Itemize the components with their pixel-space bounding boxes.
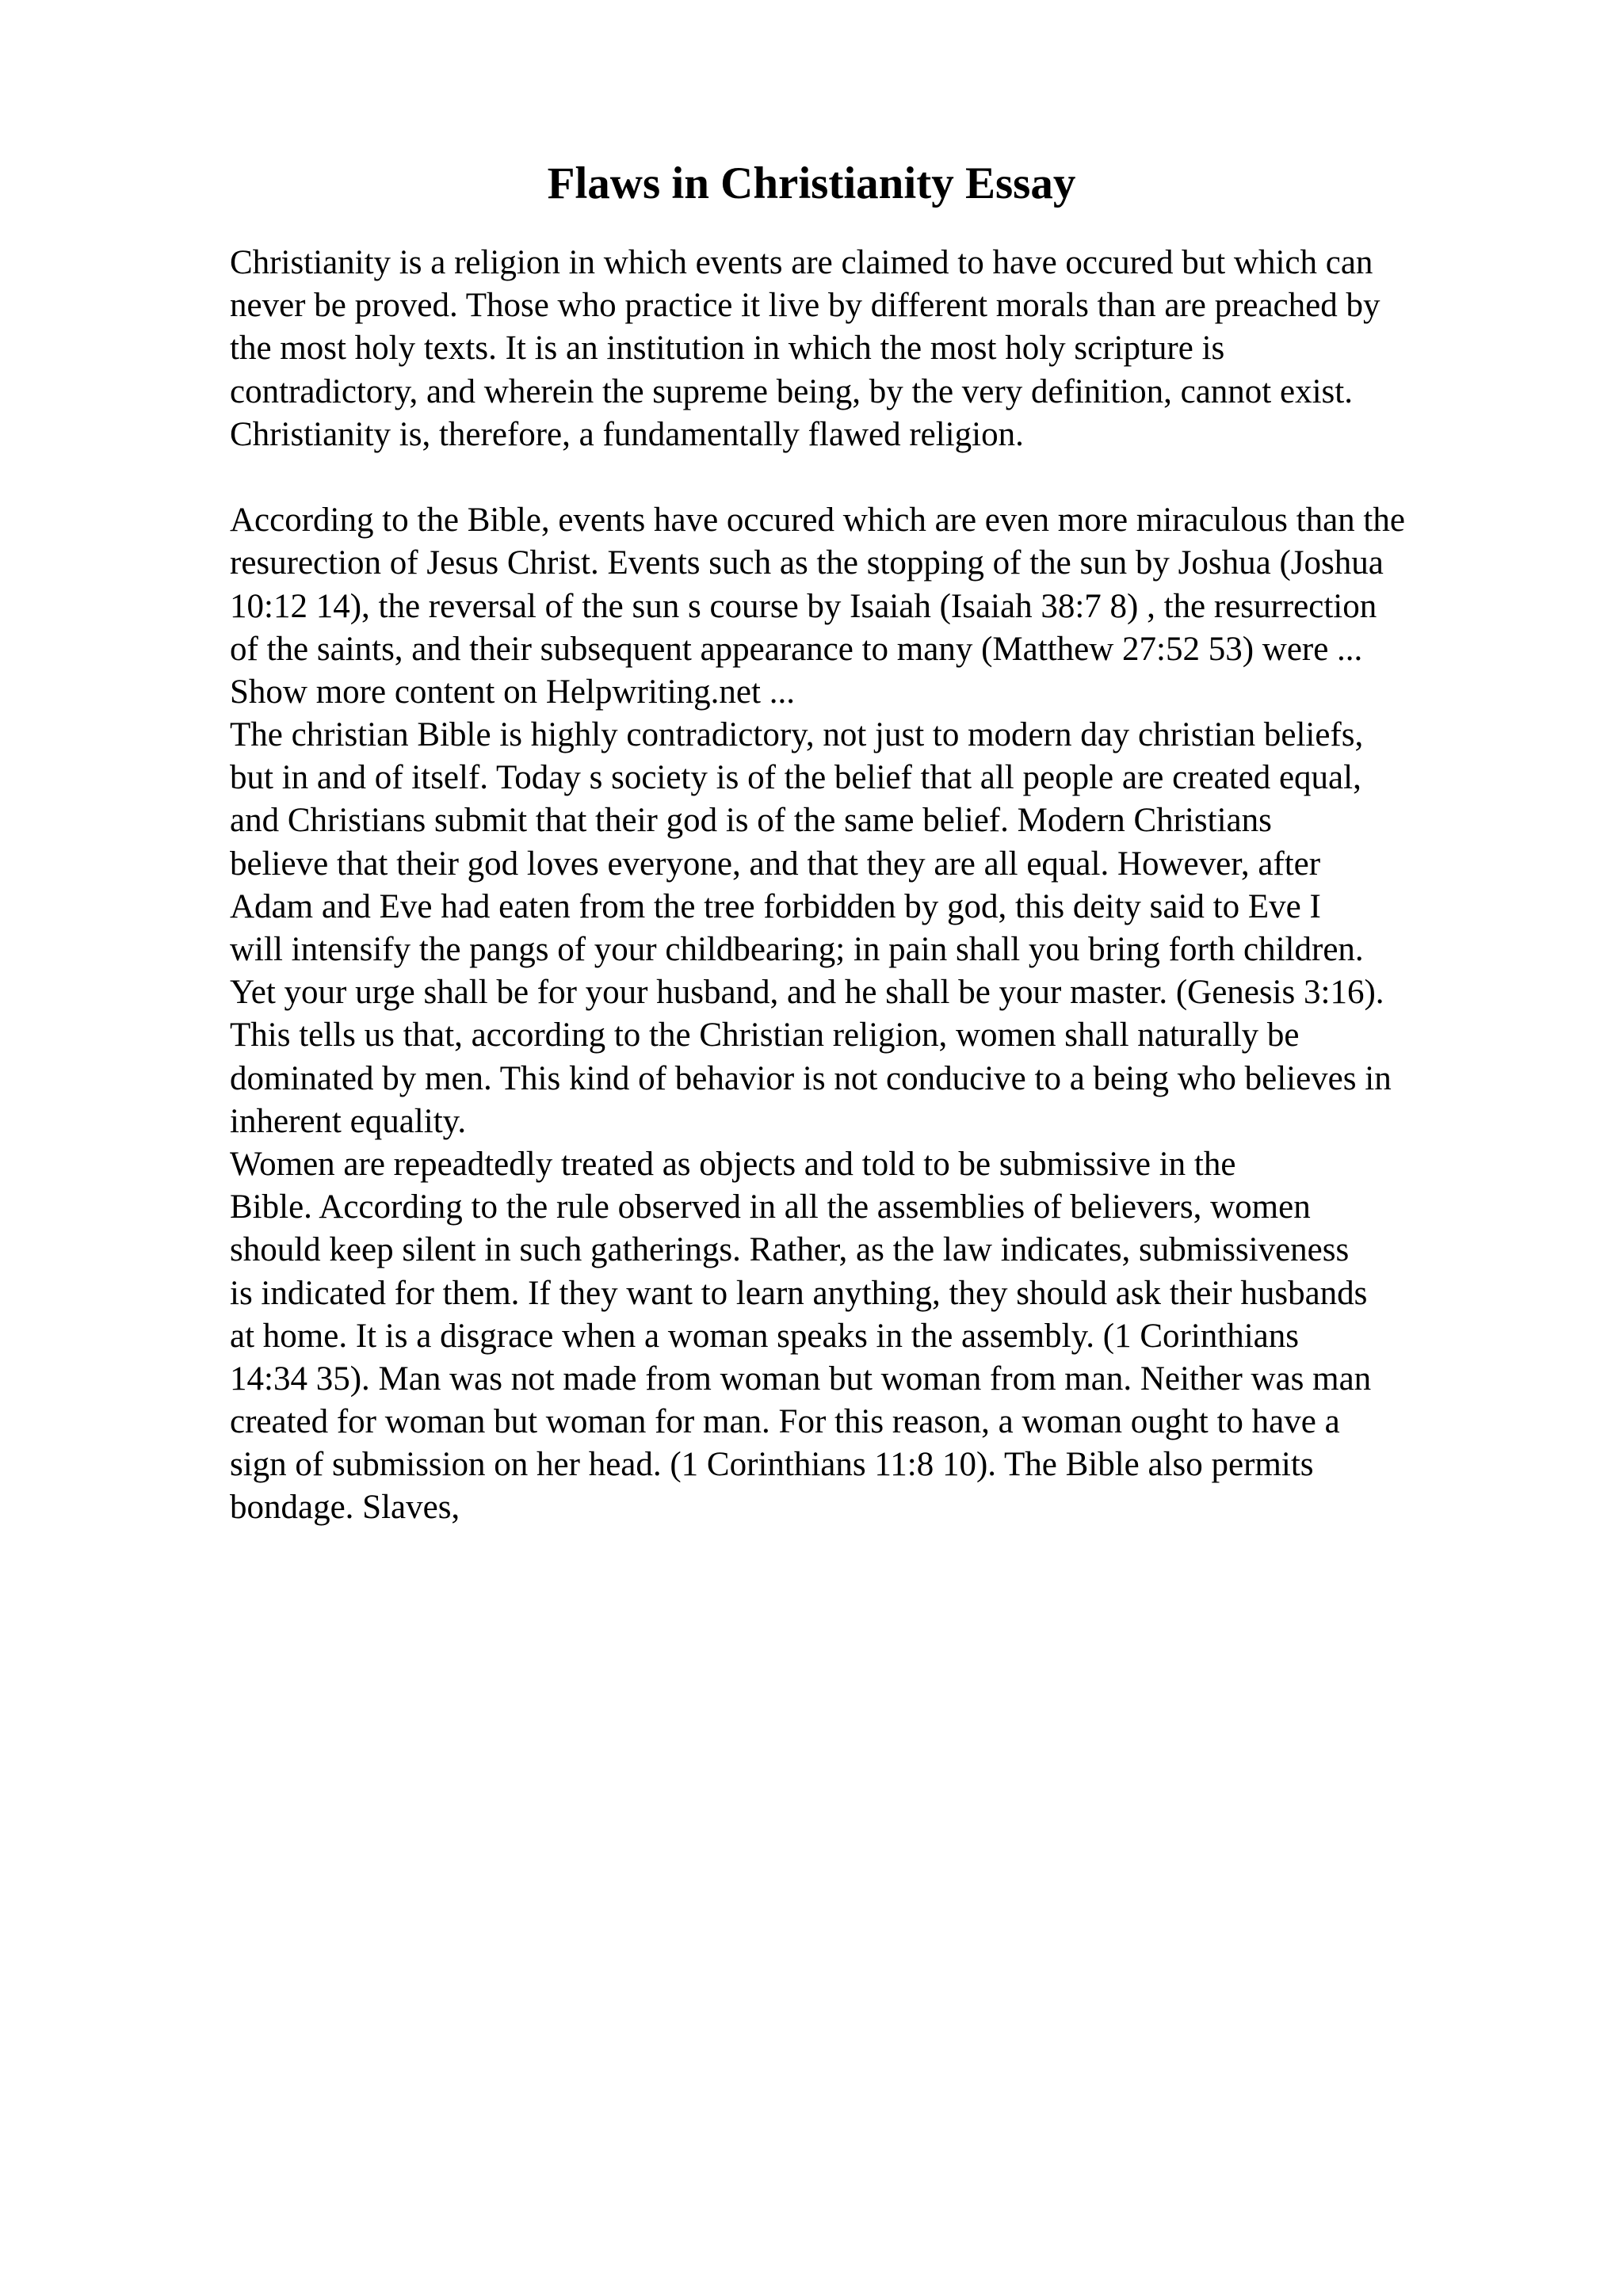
- text-line: This tells us that, according to the Christian religion, women shall naturally be: [230, 1016, 1300, 1055]
- text-line: is indicated for them. If they want to learn anything, they should ask their husbands: [230, 1274, 1368, 1312]
- text-line: should keep silent in such gatherings. Rather, as the law indicates, submissiveness: [230, 1231, 1350, 1269]
- text-line: Women are repeadtedly treated as objects and told to be submissive in the: [230, 1145, 1236, 1183]
- paragraph-women: [230, 1143, 1593, 1530]
- paragraph-contradictions: [230, 714, 1593, 1143]
- text-line: Christianity is, therefore, a fundamentally flawed religion.: [230, 415, 1024, 453]
- paragraph-miracles: [230, 499, 1593, 714]
- text-line: Adam and Eve had eaten from the tree forbidden by god, this deity said to Eve I: [230, 887, 1321, 925]
- document-body: [230, 242, 1593, 1530]
- text-line: the most holy texts. It is an institution in which the most holy scripture is: [230, 330, 1225, 368]
- text-line: 14:34 35). Man was not made from woman but woman from man. Neither was man: [230, 1360, 1372, 1398]
- text-line: Yet your urge shall be for your husband, and he shall be your master. (Genesis 3:16).: [230, 974, 1384, 1012]
- text-line: 10:12 14), the reversal of the sun s course by Isaiah (Isaiah 38:7 8) , the resurrection: [230, 587, 1377, 625]
- text-line: at home. It is a disgrace when a woman speaks in the assembly. (1 Corinthians: [230, 1317, 1299, 1355]
- document-title: Flaws in Christianity Essay: [547, 158, 1076, 208]
- text-line: created for woman but woman for man. For this reason, a woman ought to have a: [230, 1403, 1340, 1441]
- text-line: Christianity is a religion in which events are claimed to have occured but which can: [230, 244, 1373, 281]
- text-line: will intensify the pangs of your childbearing; in pain shall you bring forth children.: [230, 931, 1364, 968]
- text-line: sign of submission on her head. (1 Corinthians 11:8 10). The Bible also permits: [230, 1446, 1314, 1484]
- paragraph-gap: [230, 456, 1593, 499]
- text-line: but in and of itself. Today s society is of the belief that all people are created equal,: [230, 759, 1361, 797]
- paragraph-intro: [230, 242, 1593, 456]
- text-line: contradictory, and wherein the supreme being, by the very definition, cannot exist.: [230, 372, 1353, 410]
- text-line: bondage. Slaves,: [230, 1489, 460, 1527]
- text-line: of the saints, and their subsequent appearance to many (Matthew 27:52 53) were ...: [230, 630, 1363, 668]
- text-line: resurection of Jesus Christ. Events such as the stopping of the sun by Joshua (Joshua: [230, 544, 1384, 582]
- text-line: inherent equality.: [230, 1102, 467, 1140]
- text-line: dominated by men. This kind of behavior is not conducive to a being who believes in: [230, 1059, 1392, 1097]
- text-line: and Christians submit that their god is of the same belief. Modern Christians: [230, 802, 1272, 840]
- text-line: According to the Bible, events have occured which are even more miraculous than the: [230, 502, 1405, 540]
- text-line: never be proved. Those who practice it live by different morals than are preached by: [230, 287, 1381, 325]
- text-line: believe that their god loves everyone, and that they are all equal. However, after: [230, 845, 1321, 883]
- text-line: Bible. According to the rule observed in all the assemblies of believers, women: [230, 1188, 1311, 1226]
- text-line: The christian Bible is highly contradictory, not just to modern day christian beliefs,: [230, 716, 1364, 754]
- show-more-text: Show more content on Helpwriting.net ...: [230, 673, 795, 711]
